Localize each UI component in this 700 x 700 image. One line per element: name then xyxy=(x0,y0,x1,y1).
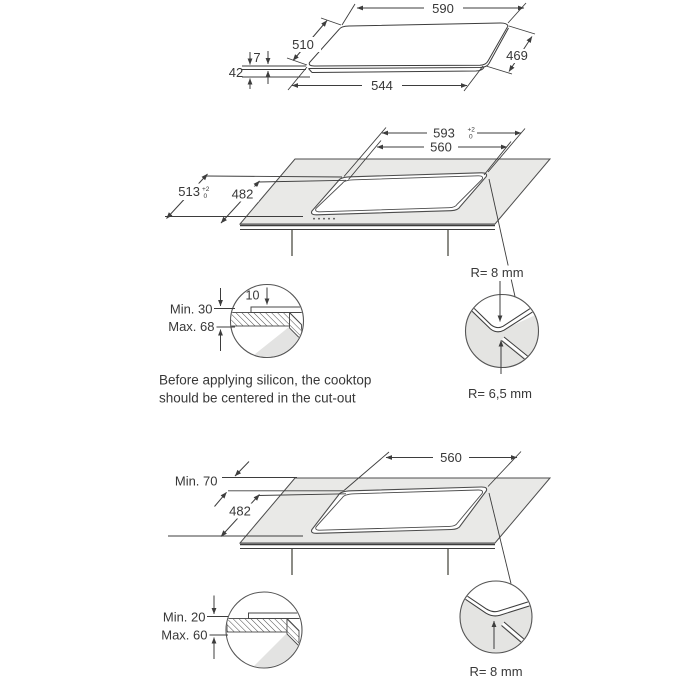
dim-outer-width-label: 593 xyxy=(433,125,455,141)
dim-glass-thickness-label: 7 xyxy=(253,50,261,65)
radius-label: R= 8 mm xyxy=(469,664,523,679)
cooktop-glass-section xyxy=(251,307,304,313)
min-edge-distance-label: Min. 70 xyxy=(174,473,218,489)
min-thickness-label: Min. 30 xyxy=(169,301,213,317)
max-thickness-label: Max. 68 xyxy=(168,319,215,334)
cooktop-glass-edge xyxy=(309,28,509,69)
ext-469-top xyxy=(509,26,535,34)
dim-outer-depth-label: 513 xyxy=(178,184,200,199)
cooktop-dimension-view xyxy=(229,1,535,93)
dim-outer-depth-tol-plus: +2 xyxy=(202,186,210,193)
max-thickness-label: Max. 60 xyxy=(161,627,208,643)
dim-bottom-width-label: 544 xyxy=(371,78,393,93)
flush-corner-detail xyxy=(462,265,545,401)
note-line-2: should be centered in the cut-out xyxy=(159,390,356,406)
dim-outer-width-tol-minus: 0 xyxy=(469,133,473,141)
surface-section-detail xyxy=(161,592,302,668)
ext-544-right xyxy=(464,66,483,91)
flush-section-detail xyxy=(168,285,304,359)
top-radius-label: R= 8 mm xyxy=(470,265,524,280)
dim-depth-label: 482 xyxy=(229,503,251,519)
counter-section xyxy=(227,619,287,633)
ext-469-bottom xyxy=(486,66,512,74)
bottom-radius-label: R= 6,5 mm xyxy=(468,386,532,401)
ext-590-right xyxy=(508,3,526,23)
min70-arrow-upper xyxy=(235,462,249,477)
surface-corner-detail xyxy=(457,578,537,679)
cooktop-body-left-edge xyxy=(309,69,313,73)
dim-inner-width-label: 560 xyxy=(430,139,452,155)
dim-outer-width-tol-plus: +2 xyxy=(467,126,475,134)
note-line-1: Before applying silicon, the cooktop xyxy=(159,372,372,388)
dim-left-depth-label: 510 xyxy=(292,37,314,52)
ext-510-bottom xyxy=(287,58,307,65)
dim-ledge-label: 10 xyxy=(245,288,260,303)
cooktop-glass-section xyxy=(249,613,303,619)
ext-544-left xyxy=(288,67,307,90)
dim-width-label: 560 xyxy=(440,450,462,465)
dim-right-depth-label: 469 xyxy=(506,48,528,63)
surface-cutout-view xyxy=(168,450,550,584)
silicon-note xyxy=(159,373,371,406)
dim-outer-depth-tol-minus: 0 xyxy=(203,193,208,200)
dim-inner-depth-label: 482 xyxy=(231,186,254,202)
cooktop-glass-top xyxy=(309,23,508,66)
dim-total-height-label: 42 xyxy=(228,65,244,80)
dim-top-width-label: 590 xyxy=(432,1,454,16)
counter-section xyxy=(230,313,290,327)
ext-590-left xyxy=(342,4,355,25)
min-thickness-label: Min. 20 xyxy=(162,609,206,625)
